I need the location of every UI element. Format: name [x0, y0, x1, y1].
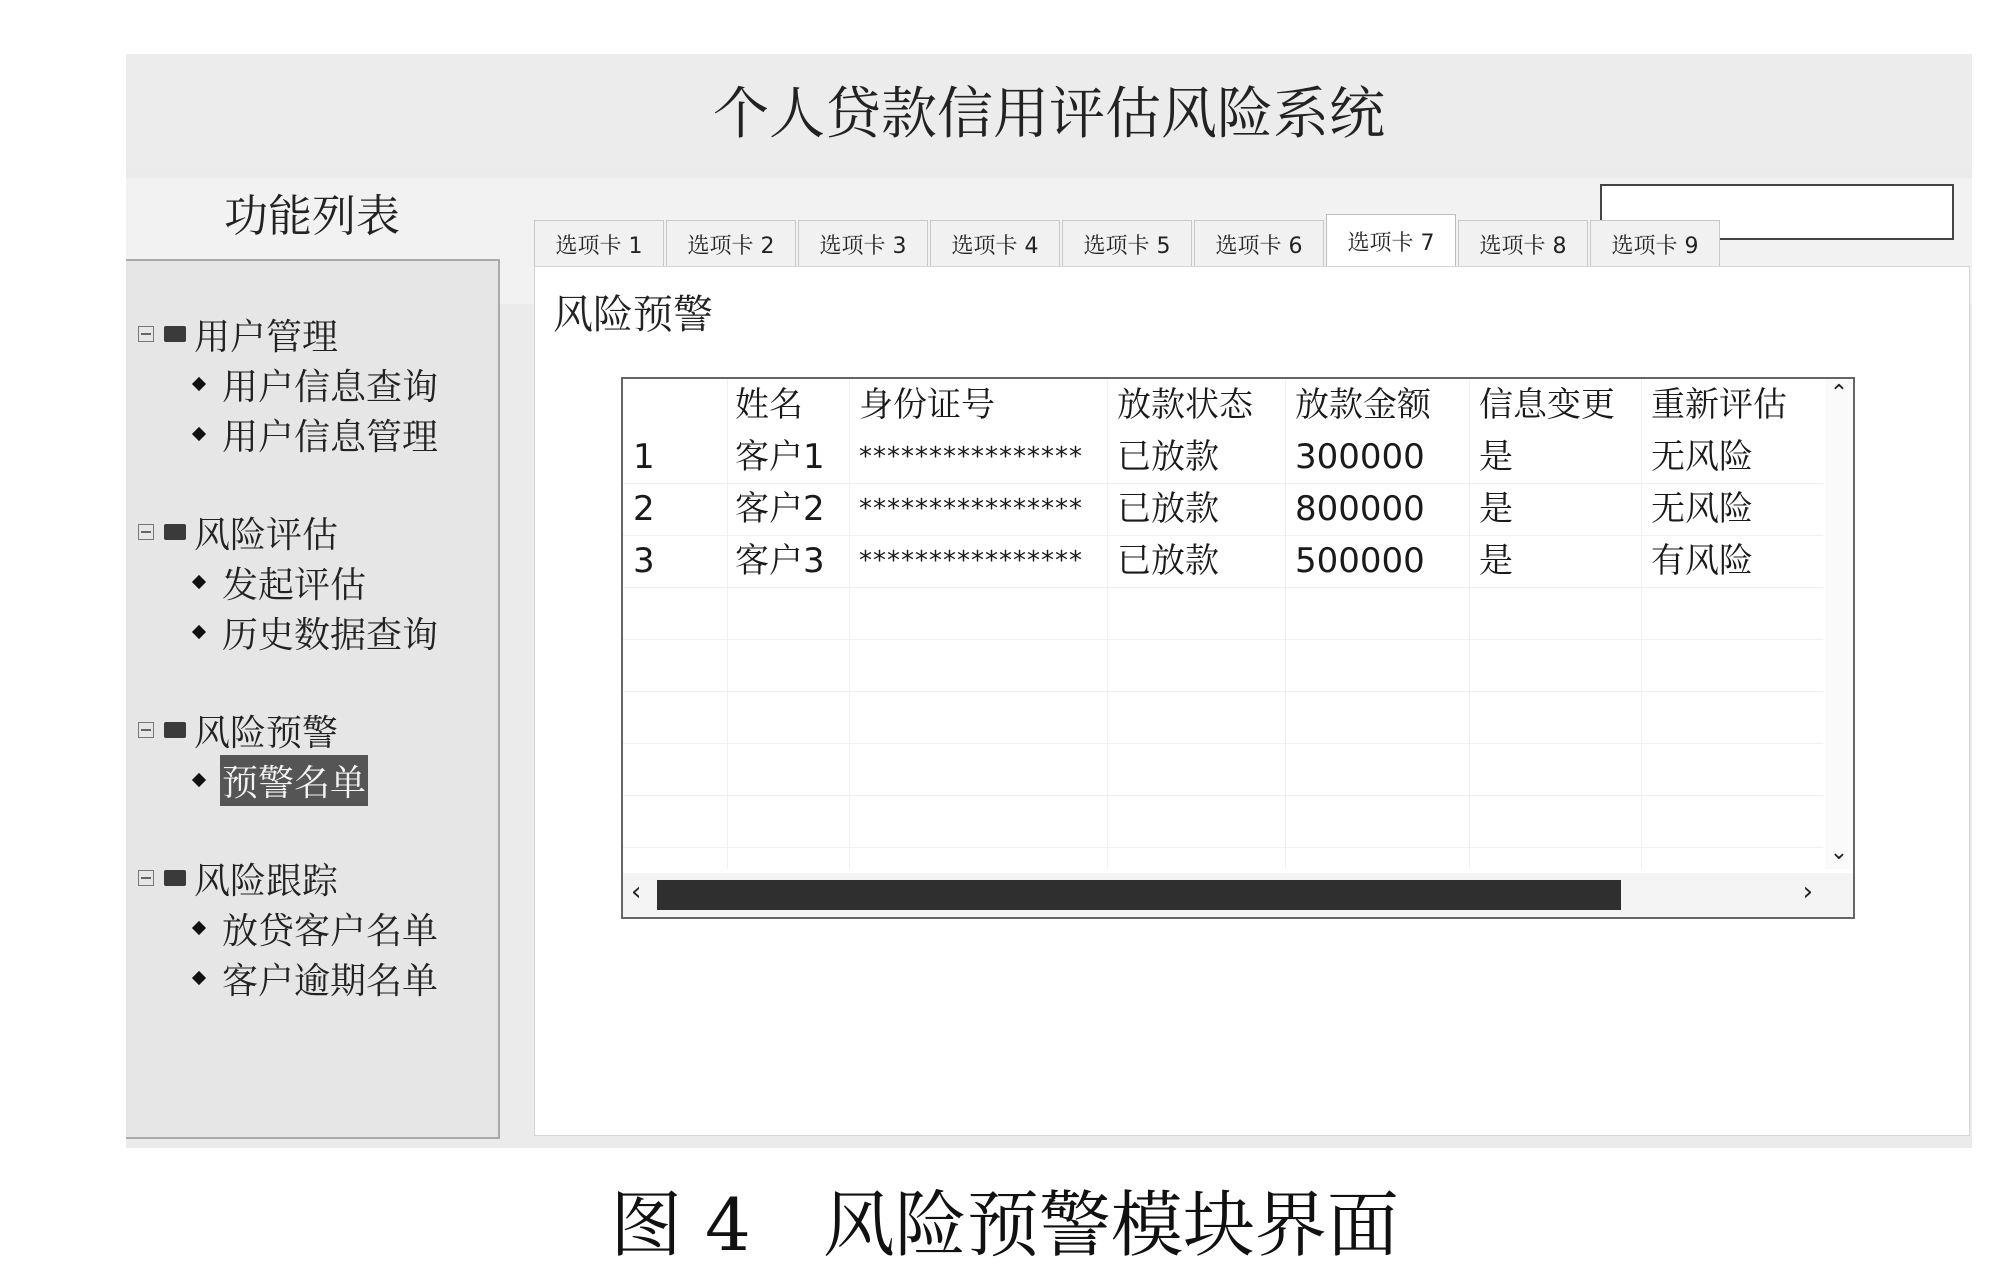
cell-reassess: 无风险 — [1651, 489, 1753, 529]
column-header-loan-status[interactable]: 放款状态 — [1117, 385, 1253, 425]
cell-name: 客户3 — [735, 541, 825, 581]
diamond-bullet-icon — [192, 377, 206, 391]
cell-id-number: **************** — [859, 442, 1083, 472]
tree-item-user-info-manage[interactable] — [194, 409, 440, 459]
folder-icon — [164, 326, 186, 342]
folder-icon — [164, 870, 186, 886]
cell-index: 1 — [633, 437, 655, 477]
function-tree — [126, 259, 500, 1139]
tab-7[interactable]: 选项卡 7 — [1326, 214, 1456, 268]
tree-node-risk-warning[interactable] — [138, 705, 368, 755]
cell-loan-amount: 800000 — [1295, 489, 1425, 529]
column-header-name[interactable]: 姓名 — [735, 385, 803, 425]
horizontal-scroll-thumb[interactable] — [657, 880, 1621, 910]
tree-item-warning-list[interactable] — [194, 755, 368, 805]
diamond-bullet-icon — [192, 625, 206, 639]
cell-info-change: 是 — [1479, 541, 1513, 581]
diamond-bullet-icon — [192, 427, 206, 441]
tree-group-label: 风险预警 — [194, 712, 339, 754]
cell-reassess: 有风险 — [1651, 541, 1753, 581]
column-header-index[interactable] — [633, 379, 723, 431]
tree-item-history-query[interactable] — [194, 607, 440, 657]
tree-item-label: 用户信息查询 — [222, 366, 439, 408]
tab-1[interactable]: 选项卡 1 — [534, 220, 664, 268]
collapse-toggle-icon[interactable] — [138, 524, 154, 540]
tree-item-label-selected: 预警名单 — [220, 755, 368, 806]
tree-node-risk-tracking[interactable] — [138, 853, 440, 903]
tree-group-label: 风险跟踪 — [194, 860, 339, 902]
tree-item-label: 历史数据查询 — [222, 614, 439, 656]
tree-node-user-management[interactable] — [138, 309, 440, 359]
tab-4[interactable]: 选项卡 4 — [930, 220, 1060, 268]
tree-node-risk-assessment[interactable] — [138, 507, 440, 557]
tree-group-label: 风险评估 — [194, 514, 339, 556]
section-title: 风险预警 — [553, 292, 713, 338]
tree-group-label: 用户管理 — [194, 316, 339, 358]
cell-info-change: 是 — [1479, 489, 1513, 529]
diamond-bullet-icon — [192, 921, 206, 935]
scroll-down-arrow-icon[interactable]: ⌄ — [1829, 840, 1849, 865]
vertical-scrollbar[interactable] — [1825, 379, 1853, 869]
warning-table — [621, 377, 1855, 919]
tab-9[interactable]: 选项卡 9 — [1590, 220, 1720, 268]
tab-5[interactable]: 选项卡 5 — [1062, 220, 1192, 268]
cell-index: 2 — [633, 489, 655, 529]
cell-loan-amount: 300000 — [1295, 437, 1425, 477]
tree-item-user-info-query[interactable] — [194, 359, 440, 409]
tab-2[interactable]: 选项卡 2 — [666, 220, 796, 268]
cell-id-number: **************** — [859, 494, 1083, 524]
tree-item-overdue-clients[interactable] — [194, 953, 440, 1003]
cell-loan-status: 已放款 — [1117, 541, 1219, 581]
column-header-info-change[interactable]: 信息变更 — [1479, 385, 1615, 425]
scroll-up-arrow-icon[interactable]: ⌃ — [1829, 381, 1849, 406]
table-row-empty — [623, 587, 1823, 640]
tab-bar — [534, 214, 1722, 268]
app-window — [126, 54, 1972, 1148]
column-header-loan-amount[interactable]: 放款金额 — [1295, 385, 1431, 425]
cell-loan-status: 已放款 — [1117, 437, 1219, 477]
collapse-toggle-icon[interactable] — [138, 870, 154, 886]
figure-caption: 图 4 风险预警模块界面 — [610, 1183, 1399, 1267]
cell-info-change: 是 — [1479, 437, 1513, 477]
cell-index: 3 — [633, 541, 655, 581]
tree-group-risk-assessment — [138, 507, 440, 657]
horizontal-scrollbar[interactable] — [623, 873, 1853, 917]
folder-icon — [164, 722, 186, 738]
tree-group-risk-warning — [138, 705, 368, 805]
table-header-row — [623, 379, 1823, 431]
column-header-id-number[interactable]: 身份证号 — [859, 385, 995, 425]
tree-item-label: 客户逾期名单 — [222, 960, 439, 1002]
tab-content-panel — [534, 266, 1970, 1136]
tree-item-start-assessment[interactable] — [194, 557, 440, 607]
folder-icon — [164, 524, 186, 540]
collapse-toggle-icon[interactable] — [138, 722, 154, 738]
cell-reassess: 无风险 — [1651, 437, 1753, 477]
tab-3[interactable]: 选项卡 3 — [798, 220, 928, 268]
diamond-bullet-icon — [192, 971, 206, 985]
tree-item-label: 用户信息管理 — [222, 416, 439, 458]
table-row-empty — [623, 743, 1823, 796]
table-row[interactable] — [623, 431, 1823, 484]
cell-name: 客户1 — [735, 437, 825, 477]
function-list-title: 功能列表 — [224, 191, 400, 242]
cell-loan-amount: 500000 — [1295, 541, 1425, 581]
table-row-empty — [623, 639, 1823, 692]
diamond-bullet-icon — [192, 773, 206, 787]
column-header-reassess[interactable]: 重新评估 — [1651, 385, 1787, 425]
tab-8[interactable]: 选项卡 8 — [1458, 220, 1588, 268]
diamond-bullet-icon — [192, 575, 206, 589]
table-row-empty — [623, 691, 1823, 744]
tree-group-user-management — [138, 309, 440, 459]
tab-6[interactable]: 选项卡 6 — [1194, 220, 1324, 268]
app-title: 个人贷款信用评估风险系统 — [713, 82, 1385, 147]
tree-item-label: 放贷客户名单 — [222, 910, 439, 952]
tree-group-risk-tracking — [138, 853, 440, 1003]
tree-item-label: 发起评估 — [222, 564, 367, 606]
table-row-empty — [623, 795, 1823, 848]
cell-name: 客户2 — [735, 489, 825, 529]
collapse-toggle-icon[interactable] — [138, 326, 154, 342]
scroll-left-arrow-icon[interactable]: ‹ — [631, 877, 642, 907]
cell-loan-status: 已放款 — [1117, 489, 1219, 529]
cell-id-number: **************** — [859, 546, 1083, 576]
scroll-right-arrow-icon[interactable]: › — [1802, 877, 1813, 907]
title-bar — [126, 54, 1972, 169]
tree-item-lending-clients[interactable] — [194, 903, 440, 953]
table-row[interactable] — [623, 483, 1823, 536]
table-row[interactable] — [623, 535, 1823, 588]
